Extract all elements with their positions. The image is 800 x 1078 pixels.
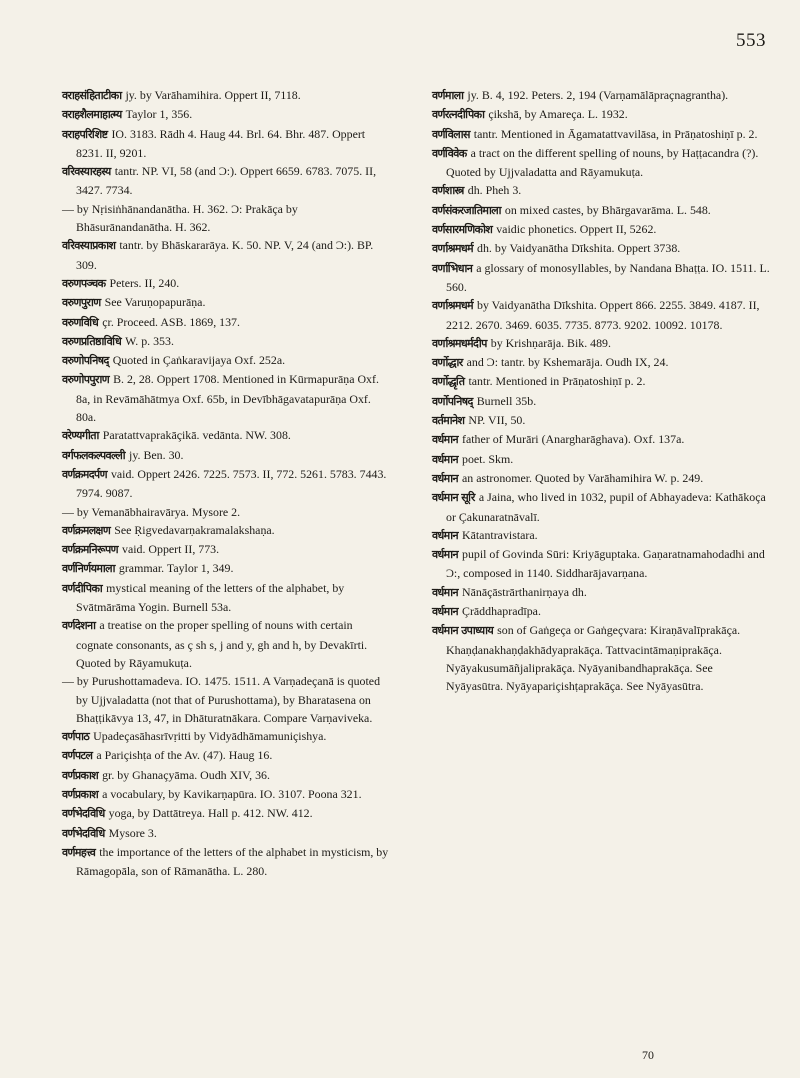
dictionary-entry [62, 370, 390, 426]
entry-text: Peters. II, 240. [109, 275, 180, 290]
dictionary-entry [62, 162, 390, 200]
entry-headword: वर्णरत्नदीपिका [432, 108, 485, 122]
dictionary-entry [62, 313, 390, 332]
entry-text: See Ṛigvedavarṇakramalakshaṇa. [114, 522, 275, 537]
entry-text: by Vaidyanātha Dīkshita. Oppert 866. 2255. 3849. 4187. II, 2212. 2670. 3469. 6035. 7735. 8773. 9202. 10092. 10178. [446, 298, 760, 332]
entry-text: — by Purushottamadeva. IO. 1475. 1511. A Varṇadeçanā is quoted by Ujjvaladatta (not that of Purushottama), by Bharatasena on Bhaṭṭikāvya 13, 47, in Dhāturatnākara. Compare Varṇaviveka. [62, 674, 381, 725]
entry-headword: वर्णभेदविधि [62, 807, 105, 821]
entry-text: vaidic phonetics. Oppert II, 5262. [496, 222, 657, 237]
dictionary-entry [62, 274, 390, 293]
entry-text: father of Murāri (Anargharāghava). Oxf. 137a. [462, 432, 685, 447]
entry-headword: वर्णक्रमदर्पण [62, 467, 107, 481]
dictionary-entry [62, 125, 390, 163]
dictionary-entry [432, 144, 772, 182]
entry-headword: वर्तमानेश [432, 414, 465, 428]
dictionary-entry [432, 372, 772, 391]
entry-text: tantr. Mentioned in Āgamatattvavilāsa, in Prāṇatoshiṇī p. 2. [473, 126, 758, 141]
dictionary-entry [432, 583, 772, 602]
dictionary-entry [432, 450, 772, 469]
entry-headword: वर्णसारमणिकोश [432, 223, 493, 237]
entry-headword: वर्णविवेक [432, 146, 467, 160]
entry-headword: वर्धमान सूरि [432, 491, 475, 505]
dictionary-entry [62, 86, 390, 105]
entry-headword: वर्णसंकरजातिमाला [432, 203, 501, 217]
entry-headword: वर्णक्रमलक्षण [62, 523, 111, 537]
entry-text: vaid. Oppert II, 773. [122, 542, 220, 557]
entry-text: a Pariçishṭa of the Av. (47). Haug 16. [96, 748, 273, 763]
dictionary-entry [62, 785, 390, 804]
page-number: 553 [736, 30, 766, 51]
entry-headword: वर्णविलास [432, 127, 470, 141]
entry-headword: वरिवस्यारहस्य [62, 165, 111, 179]
entry-text: tantr. by Bhāskararāya. K. 50. NP. V, 24 (and Ɔ:). BP. 309. [76, 238, 374, 272]
dictionary-entry [62, 804, 390, 823]
entry-text: a vocabulary, by Kavikarṇapūra. IO. 3107. Poona 321. [102, 786, 362, 801]
entry-headword: वर्गफलकल्पवल्ली [62, 448, 126, 462]
entry-text: Çrāddhapradīpa. [462, 604, 541, 619]
entry-headword: वर्णाश्रमधर्म [432, 242, 474, 256]
entry-text: Mysore 3. [108, 825, 157, 840]
entry-headword: वरिवस्याप्रकाश [62, 239, 116, 253]
entry-text: jy. B. 4, 192. Peters. 2, 194 (Varṇamālāpraçnagrantha). [467, 88, 729, 102]
entry-text: jy. by Varāhamihira. Oppert II, 7118. [125, 88, 301, 102]
entry-text: dh. by Vaidyanātha Dīkshita. Oppert 3738. [477, 241, 681, 256]
entry-text: çr. Proceed. ASB. 1869, 137. [102, 314, 240, 329]
entry-text: a treatise on the proper spelling of nouns with certain cognate consonants, as ç sh s, j and y, gh and h, by Devakīrti. Quoted by Rāyamukuṭa. [76, 618, 368, 670]
dictionary-entry [432, 430, 772, 449]
entry-headword: वर्धमान [432, 471, 459, 485]
right-column [432, 86, 772, 696]
entry-headword: वर्णोपनिषद् [432, 394, 473, 408]
dictionary-entry [432, 392, 772, 411]
entry-headword: वराहशैलमाहात्म्य [62, 108, 122, 122]
dictionary-entry [62, 521, 390, 540]
entry-text: a glossary of monosyllables, by Nandana Bhaṭṭa. IO. 1511. L. 560. [446, 260, 770, 294]
dictionary-entry [62, 236, 390, 274]
entry-headword: वर्णदीपिका [62, 581, 103, 595]
entry-headword: वर्णोद्धृति [432, 375, 465, 389]
entry-headword: वर्णशास्त्र [432, 184, 464, 198]
dictionary-entry [62, 672, 390, 727]
entry-text: Kātantravistara. [462, 527, 538, 542]
entry-headword: वर्धमान [432, 585, 459, 599]
entry-headword: वर्णदेशना [62, 619, 96, 633]
entry-text: jy. Ben. 30. [129, 447, 184, 462]
entry-headword: वर्णप्रकाश [62, 768, 99, 782]
dictionary-entry [432, 86, 772, 105]
entry-text: mystical meaning of the letters of the alphabet, by Svātmārāma Yogin. Burnell 53a. [76, 580, 345, 615]
dictionary-entry [62, 559, 390, 578]
entry-headword: वर्णाभिधान [432, 261, 473, 275]
entry-text: on mixed castes, by Bhārgavarāma. L. 548. [504, 202, 711, 217]
entry-text: gr. by Ghanaçyāma. Oudh XIV, 36. [102, 767, 270, 782]
entry-text: W. p. 353. [125, 333, 174, 348]
dictionary-entry [432, 526, 772, 545]
entry-text: tantr. NP. VI, 58 (and Ɔ:). Oppert 6659. 6783. 7075. II, 3427. 7734. [76, 164, 377, 198]
dictionary-entry [432, 125, 772, 144]
dictionary-entry [62, 105, 390, 124]
entry-headword: वरुणप्रतिष्ठाविधि [62, 334, 122, 348]
dictionary-entry [432, 239, 772, 258]
dictionary-entry [62, 426, 390, 445]
dictionary-entry [432, 602, 772, 621]
dictionary-entry [62, 540, 390, 559]
dictionary-entry [432, 105, 772, 124]
entry-text: Nānāçāstrārthanirṇaya dh. [462, 584, 587, 599]
entry-headword: वर्धमान [432, 433, 459, 447]
entry-text: — by Vemanābhairavārya. Mysore 2. [62, 504, 241, 519]
dictionary-entry [432, 545, 772, 583]
entry-headword: वर्णनिर्णयमाला [62, 562, 115, 576]
dictionary-entry [62, 351, 390, 370]
dictionary-entry [432, 488, 772, 526]
entry-headword: वर्धमान [432, 452, 459, 466]
entry-text: Burnell 35b. [476, 393, 537, 408]
entry-headword: वर्णमाला [432, 89, 464, 102]
dictionary-entry [62, 727, 390, 746]
dictionary-entry [62, 446, 390, 465]
entry-headword: वर्णाश्रमधर्मदीप [432, 336, 487, 350]
entry-headword: वरेण्यगीता [62, 429, 99, 443]
dictionary-entry [62, 766, 390, 785]
entry-headword: वरुणपुराण [62, 296, 101, 310]
dictionary-entry [62, 616, 390, 672]
dictionary-entry [62, 465, 390, 503]
dictionary-entry [432, 621, 772, 695]
dictionary-entry [62, 200, 390, 237]
entry-headword: वरुणोपनिषद् [62, 354, 109, 368]
dictionary-entry [432, 469, 772, 488]
entry-headword: वर्णप्रकाश [62, 787, 99, 801]
entry-text: poet. Skm. [462, 451, 514, 466]
dictionary-entry [432, 181, 772, 200]
entry-text: yoga, by Dattātreya. Hall p. 412. NW. 412. [108, 806, 313, 821]
entry-text: NP. VII, 50. [468, 413, 526, 428]
entry-headword: वराहपरिशिष्ट [62, 127, 108, 141]
dictionary-entry [62, 503, 390, 521]
dictionary-entry [62, 293, 390, 312]
entry-headword: वर्णभेदविधि [62, 826, 105, 840]
entry-text: çikshā, by Amareça. L. 1932. [488, 107, 628, 122]
entry-text: a tract on the different spelling of nouns, by Haṭṭacandra (?). Quoted by Ujjvaladatta and Rāyamukuṭa. [446, 145, 759, 180]
left-column [62, 86, 390, 880]
entry-text: Upadeçasāhasrīvṛitti by Vidyādhāmamuniçishya. [93, 729, 327, 744]
dictionary-entry [62, 843, 390, 881]
entry-headword: वर्णपटल [62, 749, 93, 763]
entry-headword: वर्णाश्रमधर्म [432, 299, 474, 313]
dictionary-entry [62, 579, 390, 617]
entry-text: a Jaina, who lived in 1032, pupil of Abhayadeva: Kathākoça or Çakunaratnāvalī. [446, 490, 766, 524]
dictionary-entry [432, 353, 772, 372]
sheet-number: 70 [642, 1048, 654, 1062]
entry-text: B. 2, 28. Oppert 1708. Mentioned in Kūrmapurāṇa Oxf. 8a, in Revāmāhātmya Oxf. 65b, in Devībhāgavatapurāṇa Oxf. 80a. [76, 372, 379, 425]
dictionary-entry [62, 824, 390, 843]
entry-headword: वर्धमान [432, 528, 459, 542]
dictionary-entry [432, 220, 772, 239]
dictionary-entry [432, 296, 772, 334]
entry-headword: वर्णपाठ [62, 730, 90, 744]
entry-text: Paratattvaprakāçikā. vedānta. NW. 308. [102, 428, 291, 443]
dictionary-entry [62, 332, 390, 351]
dictionary-entry [432, 201, 772, 220]
entry-text: Taylor 1, 356. [125, 107, 193, 122]
entry-text: grammar. Taylor 1, 349. [118, 561, 234, 576]
entry-text: Quoted in Çaṅkaravijaya Oxf. 252a. [112, 353, 286, 368]
entry-headword: वरुणोपपुराण [62, 373, 110, 387]
entry-text: son of Gaṅgeça or Gaṅgeçvara: Kiraṇāvalīprakāça. Khaṇḍanakhaṇḍakhādyaprakāça. Tattvacintāmaṇiprakāça. Nyāyakusumāñjaliprakāça. Nyāyanibandhaprakāça. See Nyāyasūtra. Nyāyapariçishṭaprakāça. See Nyāyasūtra. [446, 623, 741, 694]
entry-text: — by Nṛisiṅhānandanātha. H. 362. Ɔ: Prakāça by Bhāsurānandanātha. H. 362. [62, 201, 298, 235]
entry-headword: वराहसंहिताटीका [62, 89, 122, 102]
dictionary-entry [62, 746, 390, 765]
entry-headword: वरुणपञ्चक [62, 276, 106, 290]
entry-text: dh. Pheh 3. [467, 183, 522, 198]
dictionary-entry [432, 334, 772, 353]
entry-text: and Ɔ: tantr. by Kshemarāja. Oudh IX, 24. [466, 355, 669, 370]
entry-text: pupil of Govinda Sūri: Kriyāguptaka. Gaṇaratnamahodadhi and Ɔ:, composed in 1140. Siddharājavarṇana. [446, 547, 765, 581]
entry-headword: वर्धमान [432, 605, 459, 619]
entry-text: vaid. Oppert 2426. 7225. 7573. II, 772. 5261. 5783. 7443. 7974. 9087. [76, 466, 387, 501]
entry-text: See Varuṇopapurāṇa. [104, 295, 206, 310]
entry-headword: वर्णोद्धार [432, 356, 463, 370]
entry-headword: वर्धमान उपाध्याय [432, 624, 494, 638]
entry-text: the importance of the letters of the alphabet in mysticism, by Rāmagopāla, son of Rāmanātha. L. 280. [76, 844, 389, 879]
dictionary-entry [432, 259, 772, 297]
entry-text: IO. 3183. Rādh 4. Haug 44. Brl. 64. Bhr. 487. Oppert 8231. II, 9201. [76, 126, 366, 160]
entry-text: an astronomer. Quoted by Varāhamihira W. p. 249. [462, 470, 704, 485]
entry-headword: वर्णक्रमनिरूपण [62, 543, 118, 557]
dictionary-entry [432, 411, 772, 430]
entry-headword: वर्णमहत्त्व [62, 845, 96, 859]
entry-headword: वर्धमान [432, 548, 459, 562]
entry-text: tantr. Mentioned in Prāṇatoshiṇī p. 2. [468, 374, 646, 389]
entry-headword: वरुणविधि [62, 315, 99, 329]
entry-text: by Krishṇarāja. Bik. 489. [490, 335, 611, 350]
